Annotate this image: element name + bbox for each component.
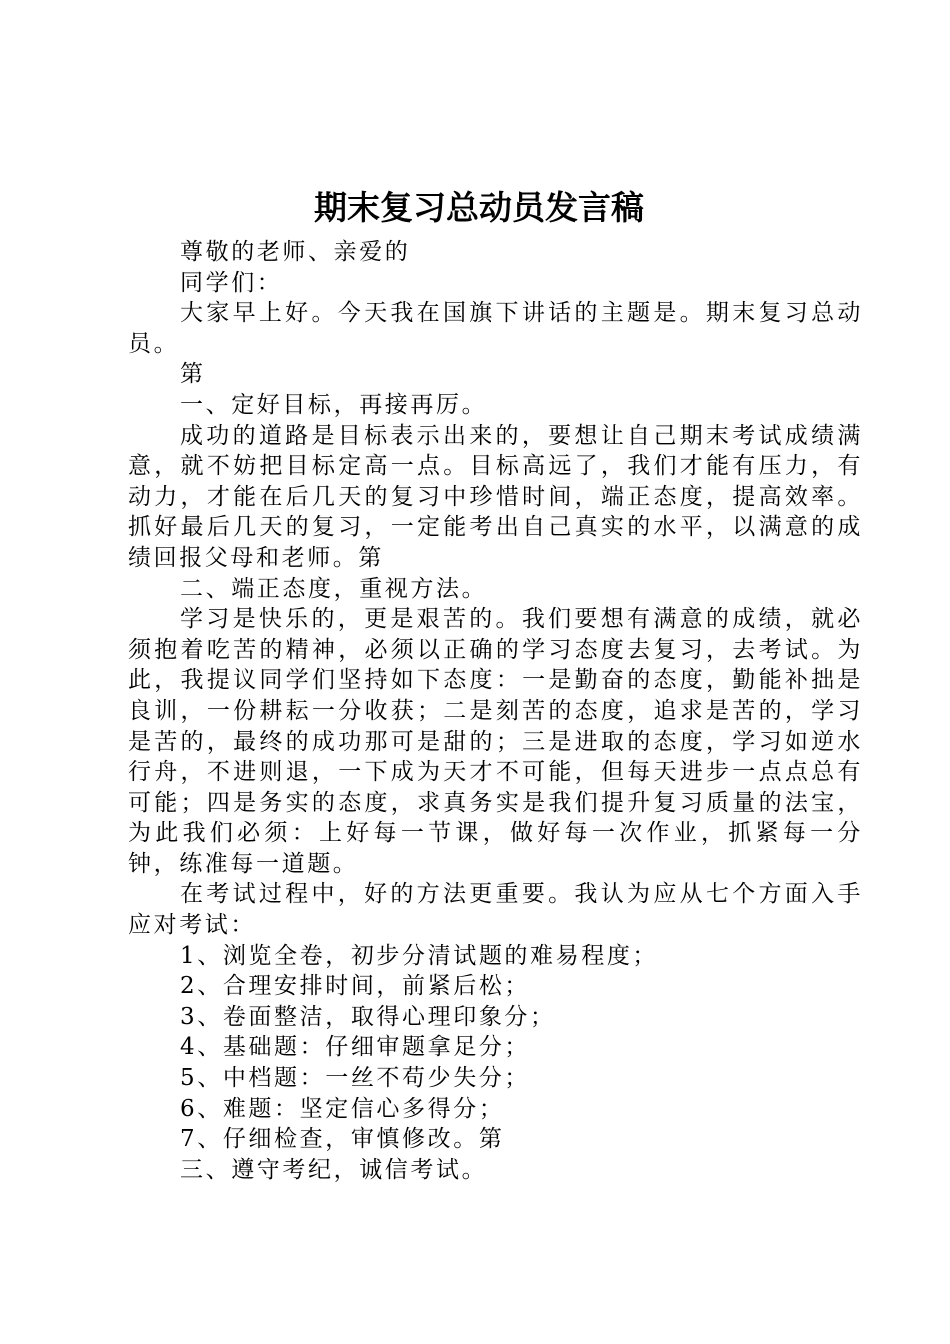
section-heading-2: 二、端正态度，重视方法。: [180, 575, 488, 602]
document-body: [128, 237, 863, 1185]
list-item: 6、难题：坚定信心多得分；: [180, 1095, 505, 1122]
salutation-line-1: 尊敬的老师、亲爱的: [180, 239, 411, 265]
document-title: 期末复习总动员发言稿: [314, 188, 644, 227]
paragraph-greeting: 大家早上好。今天我在国旗下讲话的主题是。期末复习总动员。: [128, 300, 863, 357]
section-heading-1: 一、定好目标，再接再厉。: [180, 391, 488, 418]
paragraph-methods: 在考试过程中，好的方法更重要。我认为应从七个方面入手应对考试：: [128, 881, 863, 939]
list-item: 7、仔细检查，审慎修改。第: [180, 1126, 505, 1153]
paragraph-fragment: 第: [180, 361, 206, 388]
list-item: 4、基础题：仔细审题拿足分；: [180, 1034, 531, 1061]
section-heading-3: 三、遵守考纪，诚信考试。: [180, 1156, 488, 1183]
list-item: 1、浏览全卷，初步分清试题的难易程度；: [180, 942, 659, 969]
paragraph-attitude: 学习是快乐的，更是艰苦的。我们要想有满意的成绩，就必须抱着吃苦的精神，必须以正确的学习态度去复习，去考试。为此，我提议同学们坚持如下态度：一是勤奋的态度，勤能补拙是良训，一份耕耘一分收获；二是刻苦的态度，追求是苦的，学习是苦的，最终的成功那可是甜的；三是进取的态度，学习如逆水行舟，不进则退，一下成为天才不可能，但每天进步一点点总有可能；四是务实的态度，求真务实是我们提升复习质量的法宝，为此我们必须：上好每一节课，做好每一次作业，抓紧每一分钟，练准每一道题。: [128, 606, 863, 877]
paragraph-goals: 成功的道路是目标表示出来的，要想让自己期末考试成绩满意，就不妨把目标定高一点。目标高远了，我们才能有压力，有动力，才能在后几天的复习中珍惜时间，端正态度，提高效率。抓好最后几天的复习，一定能考出自己真实的水平，以满意的成绩回报父母和老师。第: [128, 422, 863, 571]
list-item: 3、卷面整洁，取得心理印象分；: [180, 1003, 556, 1030]
list-item: 5、中档题：一丝不苟少失分；: [180, 1065, 531, 1092]
list-item: 2、合理安排时间，前紧后松；: [180, 973, 531, 1000]
salutation-line-2: 同学们：: [180, 269, 283, 296]
